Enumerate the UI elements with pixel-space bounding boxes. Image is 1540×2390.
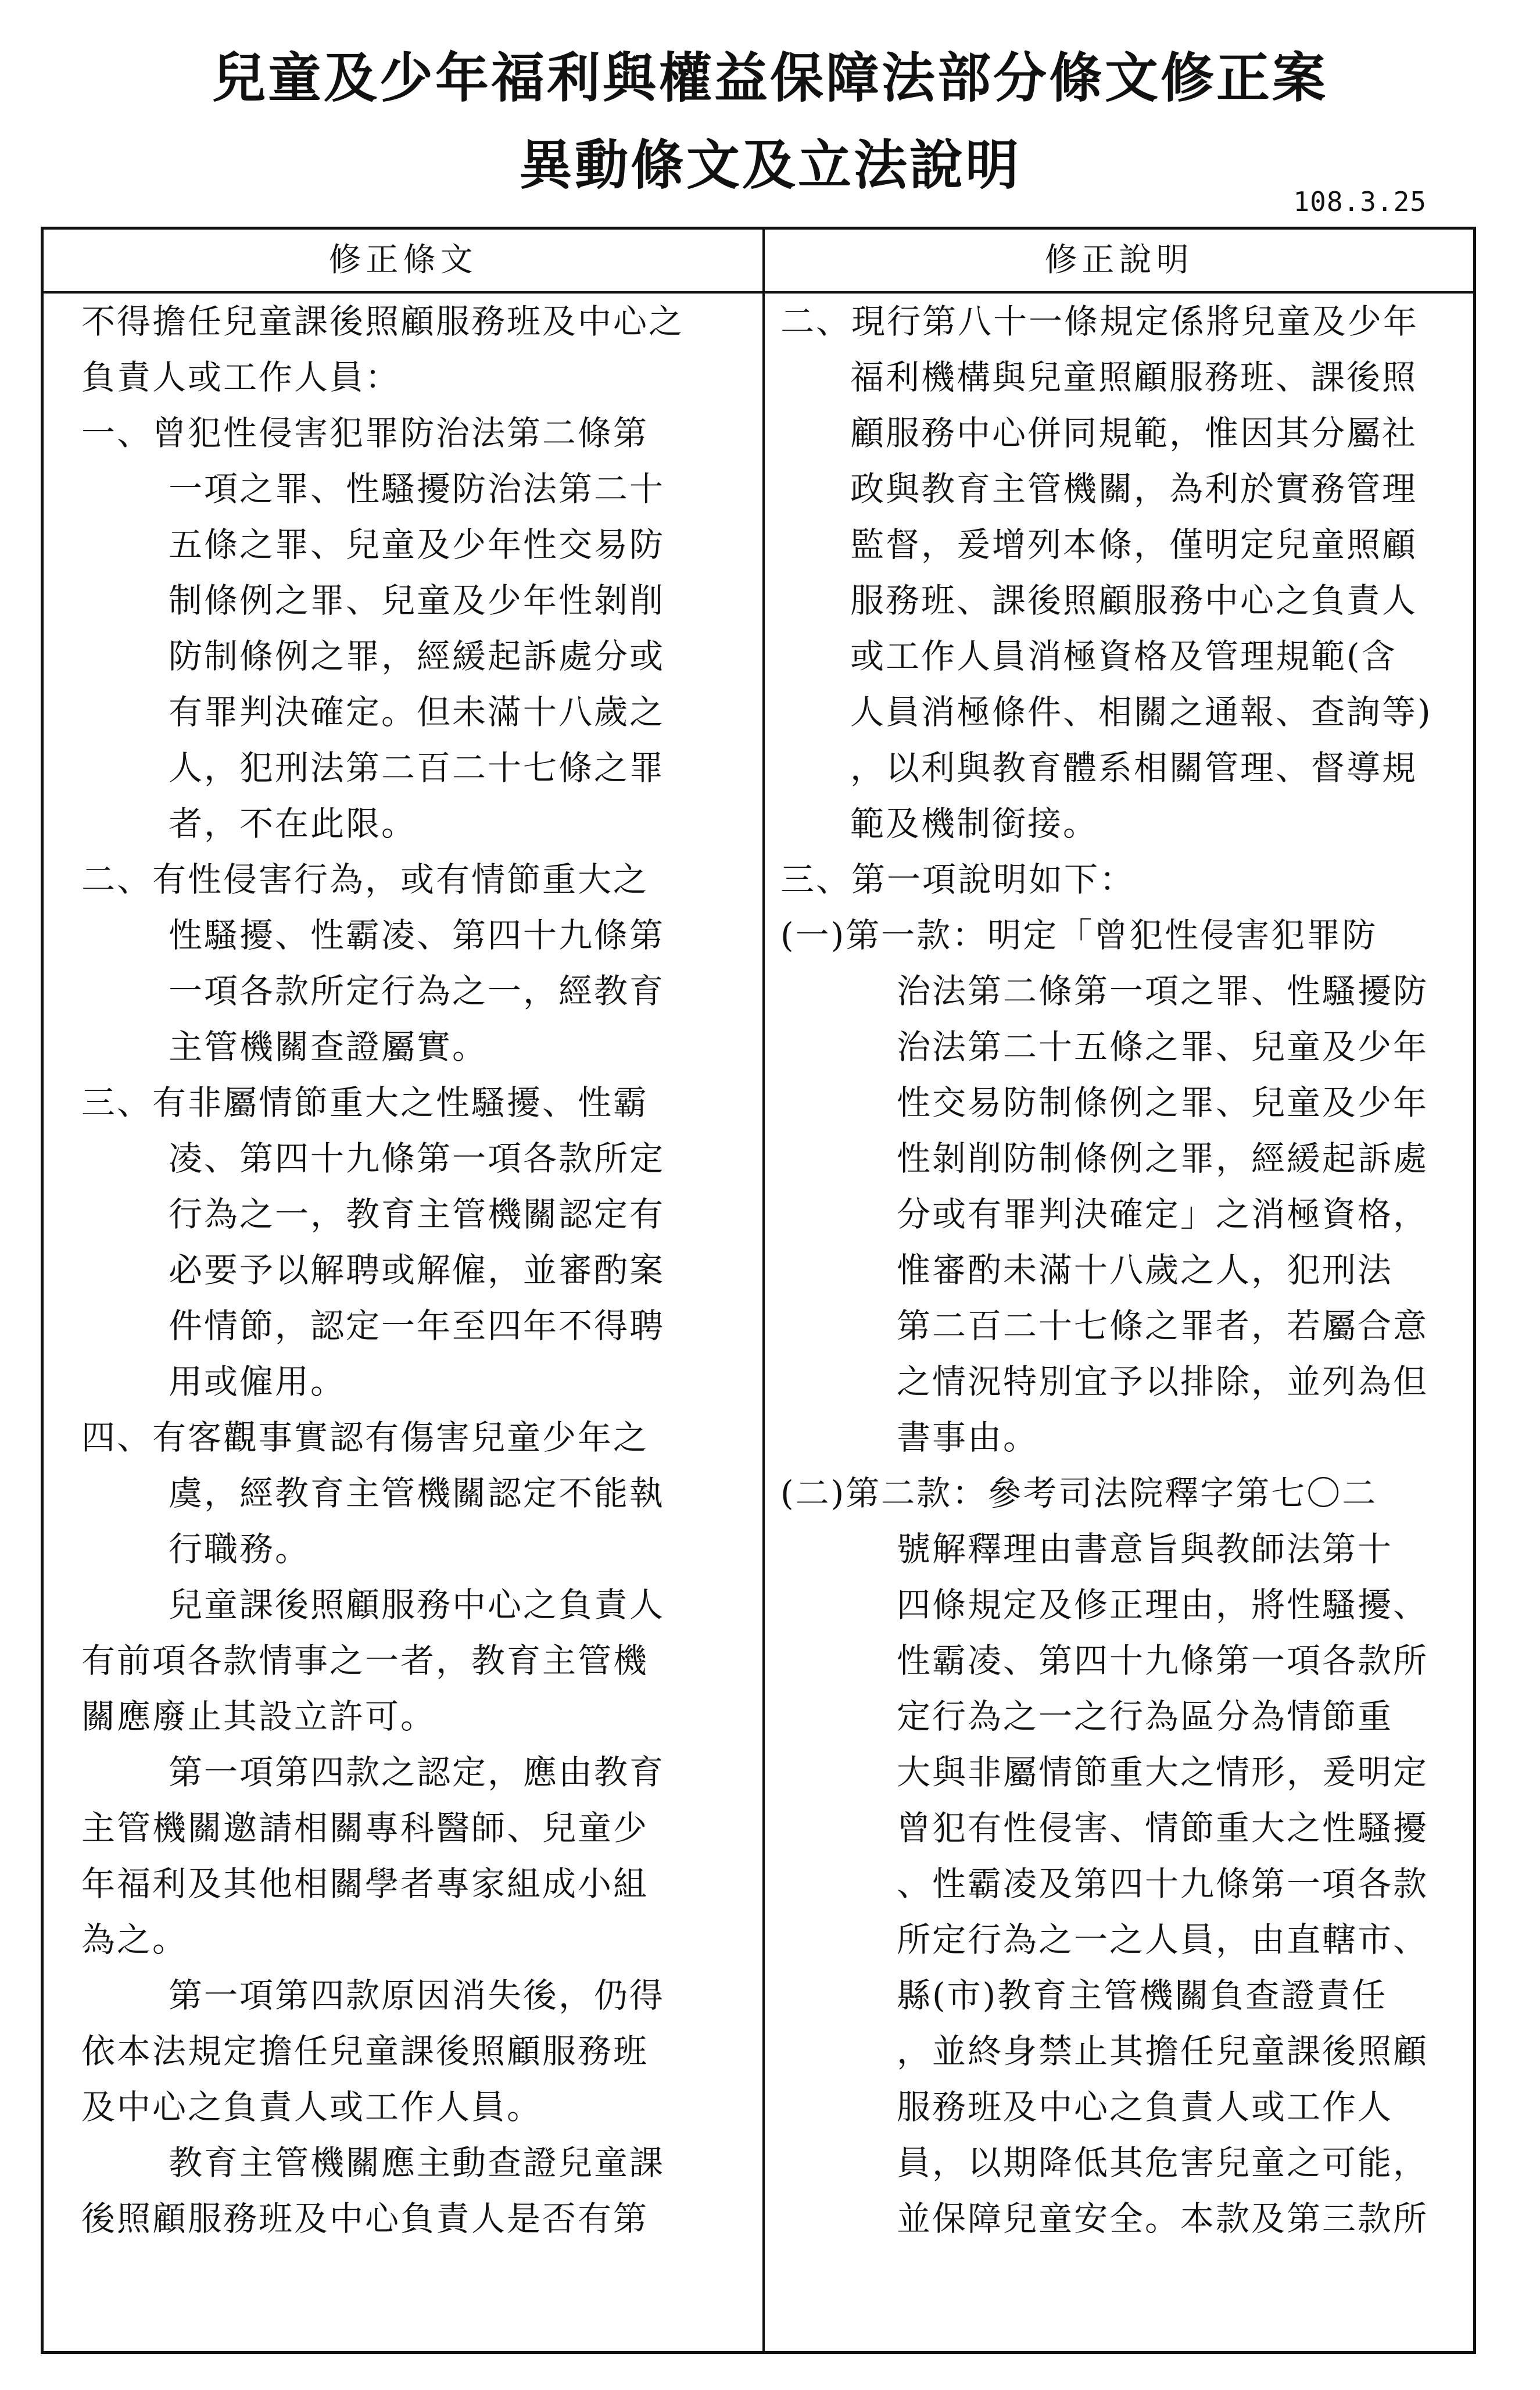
text-line: 有罪判決確定。但未滿十八歲之 [169, 692, 665, 732]
text-line: 第二百二十七條之罪者，若屬合意 [897, 1306, 1429, 1346]
text-line: 監督，爰增列本條，僅明定兒童照顧 [850, 525, 1418, 564]
text-line: 關應廢止其設立許可。 [81, 1697, 436, 1736]
text-line: 件情節，認定一年至四年不得聘 [169, 1306, 665, 1346]
amended-text-column [81, 294, 732, 2351]
text-line: 負責人或工作人員： [81, 357, 401, 397]
text-line: 教育主管機關應主動查證兒童課 [169, 2143, 665, 2183]
text-line: 主管機關查證屬實。 [169, 1027, 488, 1067]
text-line: ，以利與教育體系相關管理、督導規 [850, 748, 1418, 788]
column-header-amended-text: 修正條文 [328, 241, 478, 279]
text-line: 用或僱用。 [169, 1362, 346, 1401]
text-line: 第一項第四款之認定，應由教育 [169, 1752, 665, 1792]
text-line: 必要予以解聘或解僱，並審酌案 [169, 1250, 665, 1290]
text-line: 性霸凌、第四十九條第一項各款所 [897, 1641, 1429, 1680]
text-line: 三、第一項說明如下： [780, 860, 1136, 899]
text-line: 所定行為之一之人員，由直轄市、 [897, 1920, 1429, 1959]
text-line: 防制條例之罪，經緩起訴處分或 [169, 636, 665, 676]
text-line: 或工作人員消極資格及管理規範(含 [850, 636, 1397, 676]
text-line: 顧服務中心併同規範，惟因其分屬社 [850, 413, 1418, 453]
text-line: 並保障兒童安全。本款及第三款所 [897, 2199, 1429, 2238]
text-line: 及中心之負責人或工作人員。 [81, 2087, 543, 2127]
text-line: 定行為之一之行為區分為情節重 [897, 1697, 1394, 1736]
text-line: 依本法規定擔任兒童課後照顧服務班 [81, 2031, 649, 2071]
text-line: 性剝削防制條例之罪，經緩起訴處 [897, 1139, 1429, 1178]
text-line: 縣(市)教育主管機關負查證責任 [897, 1976, 1388, 2015]
text-line: 者，不在此限。 [169, 804, 417, 843]
text-line: 範及機制銜接。 [850, 804, 1099, 843]
text-line: 有前項各款情事之一者，教育主管機 [81, 1641, 649, 1680]
text-line: 性騷擾、性霸凌、第四十九條第 [169, 915, 665, 955]
text-line: 凌、第四十九條第一項各款所定 [169, 1139, 665, 1178]
text-line: 服務班、課後照顧服務中心之負責人 [850, 581, 1418, 620]
text-line: 兒童課後照顧服務中心之負責人 [169, 1585, 665, 1625]
text-line: 治法第二條第一項之罪、性騷擾防 [897, 971, 1429, 1011]
text-line: 人，犯刑法第二百二十七條之罪 [169, 748, 665, 788]
explanation-column [780, 294, 1472, 2351]
text-line: 員，以期降低其危害兒童之可能， [897, 2143, 1429, 2183]
text-line: 曾犯有性侵害、情節重大之性騷擾 [897, 1808, 1429, 1848]
text-line: 之情況特別宜予以排除，並列為但 [897, 1362, 1429, 1401]
text-line: 年福利及其他相關學者專家組成小組 [81, 1864, 649, 1904]
column-header-explanation: 修正說明 [1044, 241, 1194, 279]
amendment-table [41, 227, 1476, 2354]
text-line: 惟審酌未滿十八歲之人，犯刑法 [897, 1250, 1394, 1290]
text-line: 治法第二十五條之罪、兒童及少年 [897, 1027, 1429, 1067]
text-line: 二、現行第八十一條規定係將兒童及少年 [780, 302, 1419, 341]
text-line: 四、有客觀事實認有傷害兒童少年之 [81, 1418, 649, 1457]
text-line: 書事由。 [897, 1418, 1039, 1457]
text-line: 虞，經教育主管機關認定不能執 [169, 1473, 665, 1513]
text-line: 制條例之罪、兒童及少年性剝削 [169, 581, 665, 620]
text-line: 、性霸凌及第四十九條第一項各款 [897, 1864, 1429, 1904]
text-line: 號解釋理由書意旨與教師法第十 [897, 1529, 1394, 1569]
document-date: 108.3.25 [1293, 186, 1427, 217]
text-line: 大與非屬情節重大之情形，爰明定 [897, 1752, 1429, 1792]
text-line: 為之。 [81, 1920, 188, 1959]
text-line: 第一項第四款原因消失後，仍得 [169, 1976, 665, 2015]
text-line: 一項之罪、性騷擾防治法第二十 [169, 469, 665, 509]
text-line: (一)第一款：明定「曾犯性侵害犯罪防 [780, 915, 1378, 955]
title-line-1: 兒童及少年福利與權益保障法部分條文修正案 [212, 47, 1328, 109]
text-line: 後照顧服務班及中心負責人是否有第 [81, 2199, 649, 2238]
text-line: 四條規定及修正理由，將性騷擾、 [897, 1585, 1429, 1625]
text-line: 主管機關邀請相關專科醫師、兒童少 [81, 1808, 649, 1848]
text-line: 五條之罪、兒童及少年性交易防 [169, 525, 665, 564]
text-line: 政與教育主管機關，為利於實務管理 [850, 469, 1418, 509]
table-header-row [44, 230, 1473, 294]
text-line: 一、曾犯性侵害犯罪防治法第二條第 [81, 413, 649, 453]
text-line: 行為之一，教育主管機關認定有 [169, 1194, 665, 1234]
text-line: 福利機構與兒童照顧服務班、課後照 [850, 357, 1418, 397]
column-divider [762, 230, 765, 2351]
text-line: (二)第二款：參考司法院釋字第七〇二 [780, 1473, 1378, 1513]
text-line: 不得擔任兒童課後照顧服務班及中心之 [81, 302, 685, 341]
title-line-2: 異動條文及立法說明 [518, 134, 1021, 196]
text-line: 行職務。 [169, 1529, 311, 1569]
text-line: 二、有性侵害行為，或有情節重大之 [81, 860, 649, 899]
text-line: 分或有罪判決確定」之消極資格， [897, 1194, 1429, 1234]
text-line: 一項各款所定行為之一，經教育 [169, 971, 665, 1011]
text-line: 人員消極條件、相關之通報、查詢等) [850, 692, 1432, 732]
text-line: 性交易防制條例之罪、兒童及少年 [897, 1083, 1429, 1122]
document-title [0, 35, 1540, 209]
text-line: ，並終身禁止其擔任兒童課後照顧 [897, 2031, 1429, 2071]
text-line: 三、有非屬情節重大之性騷擾、性霸 [81, 1083, 649, 1122]
text-line: 服務班及中心之負責人或工作人 [897, 2087, 1394, 2127]
